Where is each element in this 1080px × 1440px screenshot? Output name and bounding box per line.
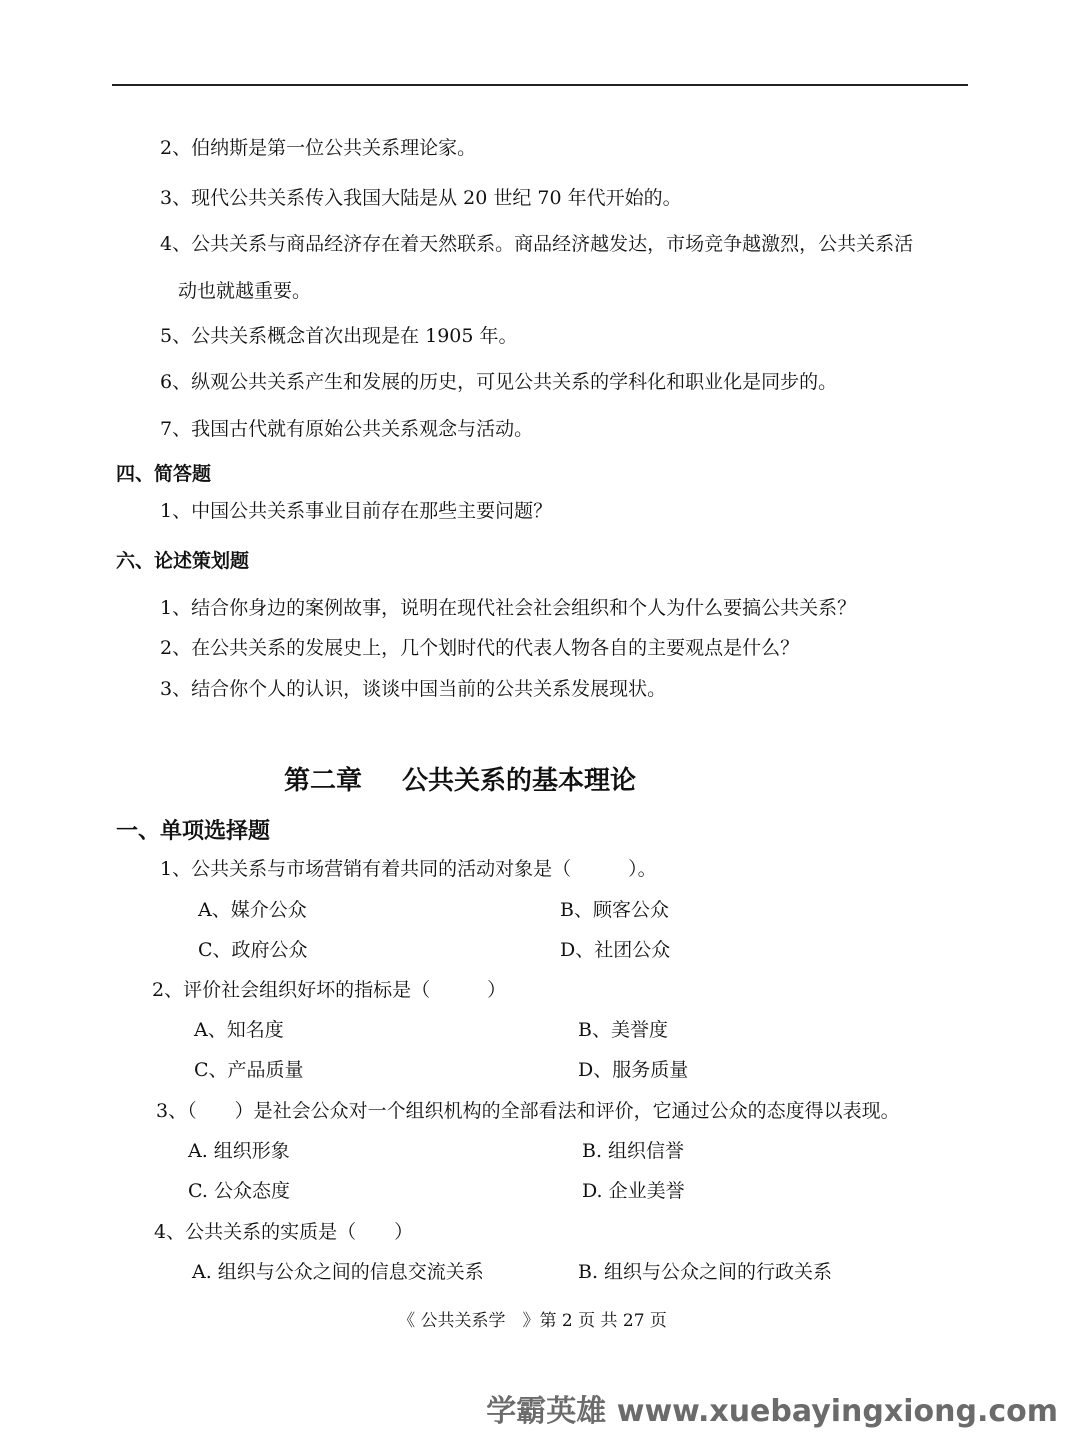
essay-item-2: 2、在公共关系的发展史上，几个划时代的代表人物各自的主要观点是什么？ — [160, 637, 800, 659]
question-3-option-d: D. 企业美誉 — [582, 1180, 685, 1202]
essay-item-3: 3、结合你个人的认识，谈谈中国当前的公共关系发展现状。 — [160, 678, 667, 700]
tf-item-6: 6、纵观公共关系产生和发展的历史，可见公共关系的学科化和职业化是同步的。 — [160, 371, 838, 393]
page-footer: 《 公共关系学 》第 2 页 共 27 页 — [398, 1311, 667, 1331]
question-2-option-d: D、服务质量 — [578, 1059, 689, 1081]
question-2-stem: 2、评价社会组织好坏的指标是（ ） — [152, 979, 507, 1001]
tf-item-2: 2、伯纳斯是第一位公共关系理论家。 — [160, 137, 477, 159]
question-4-stem: 4、公共关系的实质是（ ） — [154, 1221, 414, 1243]
tf-item-7: 7、我国古代就有原始公共关系观念与活动。 — [160, 418, 534, 440]
question-1-option-a: A、媒介公众 — [198, 899, 307, 921]
question-1-stem: 1、公共关系与市场营销有着共同的活动对象是（ ）。 — [160, 858, 657, 880]
header-rule — [112, 84, 968, 86]
question-3-option-a: A. 组织形象 — [188, 1140, 290, 1162]
question-2-option-c: C、产品质量 — [194, 1059, 304, 1081]
question-1-option-d: D、社团公众 — [560, 939, 671, 961]
tf-item-3: 3、现代公共关系传入我国大陆是从 20 世纪 70 年代开始的。 — [160, 187, 682, 209]
short-answer-item-1: 1、中国公共关系事业目前存在那些主要问题？ — [160, 500, 553, 522]
chapter-title — [0, 764, 920, 798]
question-1-option-c: C、政府公众 — [198, 939, 308, 961]
question-4-option-b: B. 组织与公众之间的行政关系 — [578, 1261, 833, 1283]
chapter-name: 公共关系的基本理论 — [402, 766, 637, 796]
question-3-option-b: B. 组织信誉 — [582, 1140, 685, 1162]
tf-item-4: 4、公共关系与商品经济存在着天然联系。商品经济越发达，市场竞争越激烈，公共关系活 — [160, 233, 914, 255]
question-3-stem: 3、（ ）是社会公众对一个组织机构的全部看法和评价，它通过公众的态度得以表现。 — [156, 1100, 900, 1122]
question-2-option-b: B、美誉度 — [578, 1019, 668, 1041]
single-choice-heading: 一、单项选择题 — [116, 819, 271, 844]
question-2-option-a: A、知名度 — [194, 1019, 284, 1041]
tf-item-4-cont: 动也就越重要。 — [178, 280, 312, 302]
short-answer-heading: 四、简答题 — [116, 463, 212, 485]
question-4-option-a: A. 组织与公众之间的信息交流关系 — [192, 1261, 484, 1283]
site-watermark: 学霸英雄 www.xuebayingxiong.com — [486, 1394, 1058, 1429]
essay-item-1: 1、结合你身边的案例故事，说明在现代社会社会组织和个人为什么要搞公共关系？ — [160, 597, 857, 619]
tf-item-5: 5、公共关系概念首次出现是在 1905 年。 — [160, 325, 518, 347]
essay-heading: 六、论述策划题 — [116, 550, 250, 572]
chapter-number: 第二章 — [283, 766, 362, 796]
question-3-option-c: C. 公众态度 — [188, 1180, 290, 1202]
question-1-option-b: B、顾客公众 — [560, 899, 669, 921]
